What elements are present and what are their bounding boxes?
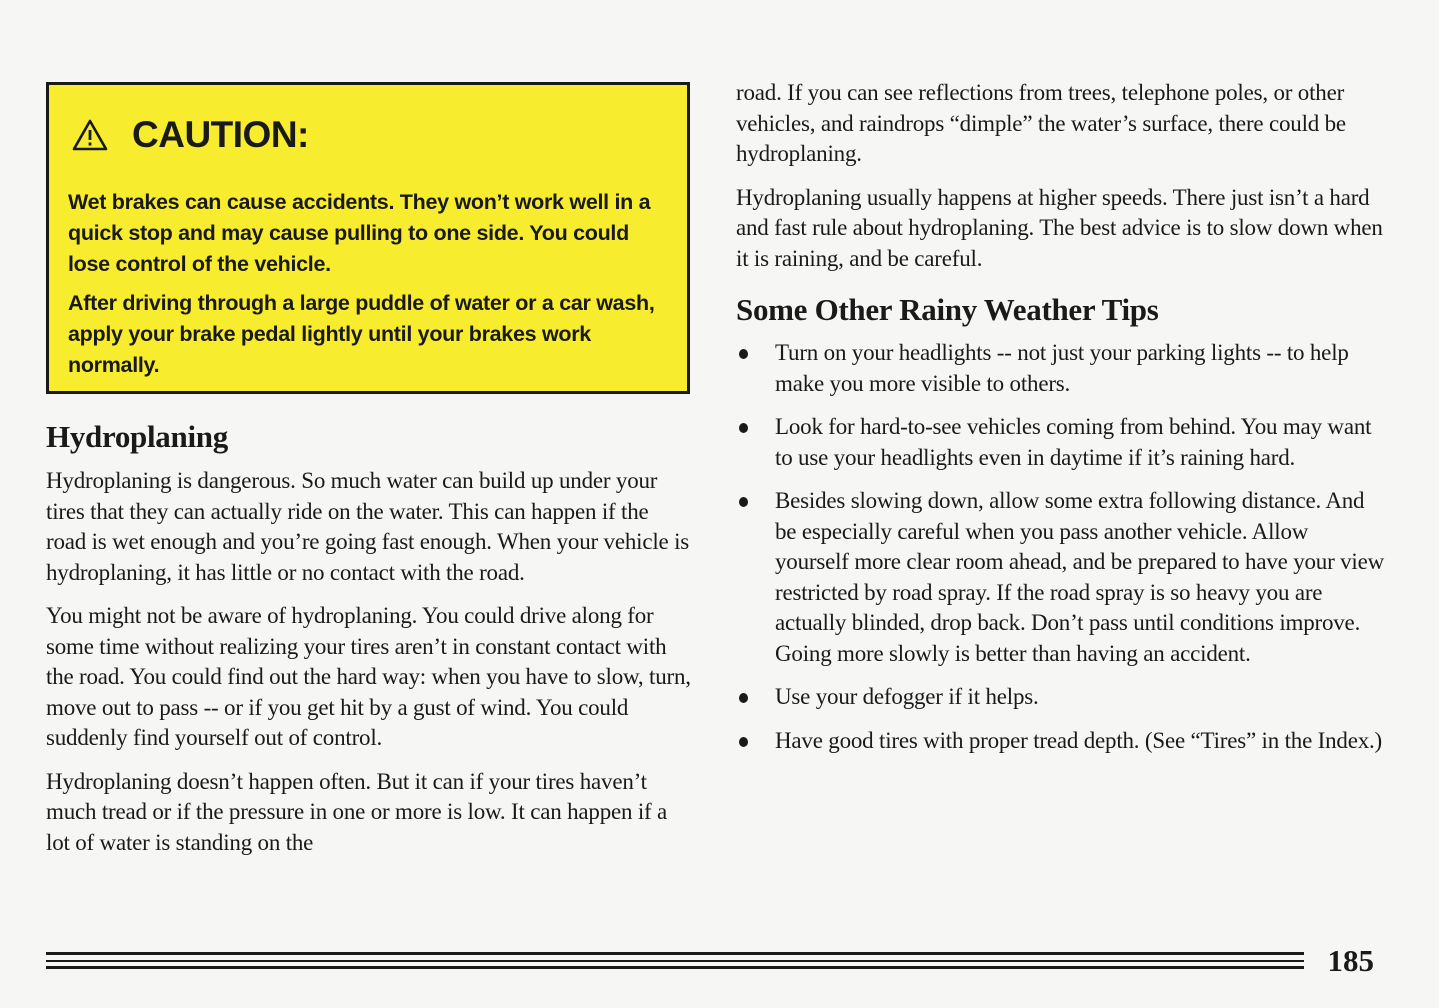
bullet-icon [739,497,748,507]
caution-header [68,105,671,165]
caution-box [46,82,690,394]
tips-heading: Some Other Rainy Weather Tips [736,292,1159,327]
caution-paragraph: After driving through a large puddle of water or a car wash, apply your brake pedal lightly until your brakes work normally. [68,291,655,377]
list-item-text: Besides slowing down, allow some extra following distance. And be especially careful when you pass another vehicle. Allow yourself more clear room ahead, and be prepared to have your view restricted by road spray. If the road spray is so heavy you are actually blinded, drop back. Don’t pass until conditions improve. Going more slowly is better than having an accident. [775,488,1385,666]
footer-rule-top [46,952,1304,955]
list-item-text: Have good tires with proper tread depth. (See “Tires” in the Index.) [775,727,1383,753]
warning-triangle-icon [72,118,108,152]
body-paragraph: Hydroplaning is dangerous. So much water can build up under your tires that they can actually ride on the water. This can happen if the road is wet enough and you’re going fast enough. When your vehicle is hydroplaning, it has little or no contact with the road. [46,468,690,585]
bullet-icon [739,693,748,703]
bullet-icon [739,737,748,747]
left-column [46,82,694,871]
page-number: 185 [1327,943,1374,978]
list-item-text: Look for hard-to-see vehicles coming from behind. You may want to use your headlights even in daytime if it’s raining hard. [775,414,1372,470]
list-item [736,726,1386,757]
tips-list [736,338,1386,756]
body-paragraph: road. If you can see reflections from trees, telephone poles, or other vehicles, and raindrops “dimple” the water’s surface, there could be hydroplaning. [736,80,1346,166]
body-paragraph: You might not be aware of hydroplaning. You could drive along for some time without realizing your tires aren’t in constant contact with the road. You could find out the hard way: when you have to slow, turn, move out to pass -- or if you get hit by a gust of wind. You could suddenly find yourself out of control. [46,603,691,750]
caution-paragraph: Wet brakes can cause accidents. They won’t work well in a quick stop and may cause pulling to one side. You could lose control of the vehicle. [68,190,651,276]
list-item [736,338,1386,399]
list-item-text: Use your defogger if it helps. [775,684,1039,709]
footer-rule-middle [46,960,1304,962]
list-item [736,486,1386,669]
body-paragraph: Hydroplaning doesn’t happen often. But it can if your tires haven’t much tread or if the pressure in one or more is low. It can happen if a lot of water is standing on the [46,768,668,855]
caution-title: CAUTION: [132,114,309,155]
bullet-icon [739,349,748,359]
hydroplaning-heading: Hydroplaning [46,419,228,454]
footer-rule-bottom [46,966,1304,969]
bullet-icon [739,423,748,433]
list-item [736,682,1386,713]
body-paragraph: Hydroplaning usually happens at higher speeds. There just isn’t a hard and fast rule about hydroplaning. The best advice is to slow down when it is raining, and be careful. [736,184,1383,271]
list-item-text: Turn on your headlights -- not just your parking lights -- to help make you more visible to others. [775,340,1349,396]
list-item [736,412,1386,473]
right-column [736,78,1386,769]
